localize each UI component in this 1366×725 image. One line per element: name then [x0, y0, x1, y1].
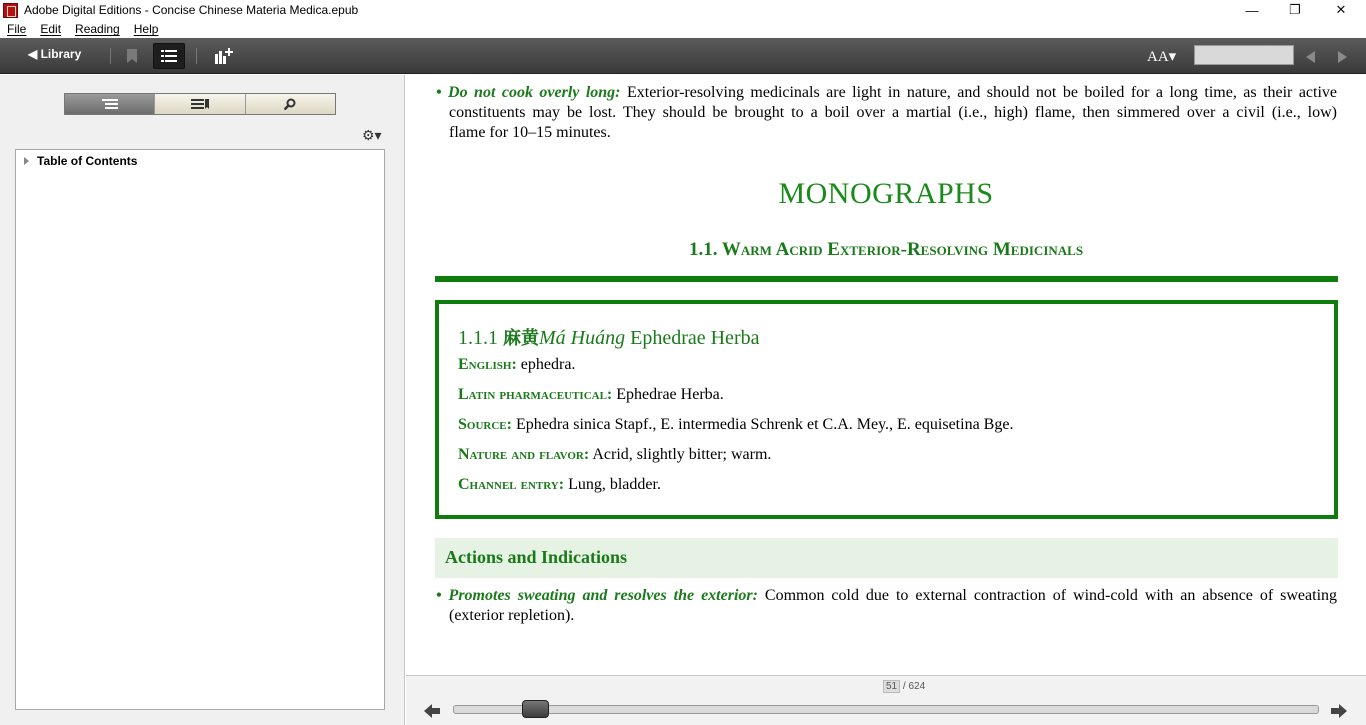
bullet-heading: • Promotes sweating and resolves the exterior: [436, 587, 758, 604]
adobe-digital-editions-icon [3, 3, 18, 18]
panel-view-switcher [64, 93, 336, 115]
total-pages: / 624 [902, 681, 926, 692]
actions-heading-band [435, 538, 1338, 578]
expand-arrow-icon[interactable] [24, 157, 29, 165]
field-value: Ephedra sinica Stapf., E. intermedia Schrenk et C.A. Mey., E. equisetina Bge. [515, 416, 1014, 433]
library-button[interactable]: ◀ Library [28, 47, 82, 61]
next-page-icon[interactable] [1331, 703, 1347, 719]
add-to-library-icon[interactable] [214, 46, 234, 66]
page-slider-thumb[interactable] [522, 700, 549, 718]
minimize-button[interactable]: — [1245, 2, 1259, 18]
toolbar-divider [110, 48, 111, 64]
intro-bullet [436, 83, 1337, 143]
toolbar [0, 38, 1366, 74]
search-tab[interactable] [246, 94, 335, 114]
field-channel-entry [458, 476, 661, 494]
page-slider-track[interactable] [453, 705, 1319, 714]
bookmark-icon[interactable] [122, 46, 142, 66]
bookmarks-tab[interactable] [155, 94, 245, 114]
font-size-button[interactable]: AA▾ [1147, 49, 1177, 65]
navigation-panel [0, 75, 405, 725]
field-value: Lung, bladder. [568, 476, 661, 493]
bullet-text: Common cold due to external contraction of wind-cold with an absence of sweating [764, 587, 1338, 604]
section-title: 1.1. Warm Acrid Exterior-Resolving Medicinals [688, 239, 1084, 260]
field-english [458, 356, 575, 374]
field-label: Nature and flavor: [458, 446, 590, 463]
field-value: Acrid, slightly bitter; warm. [592, 446, 772, 463]
toc-tab[interactable] [65, 94, 155, 114]
actions-heading: Actions and Indications [445, 547, 628, 567]
chapter-title: MONOGRAPHS [778, 177, 994, 210]
menu-help[interactable]: Help [133, 22, 159, 36]
title-bar [0, 0, 1366, 20]
bullet-text: constituents may be lost. They should be brought to a boil over a martial (i.e., high) flame, then simmered over a civil (i.e., low) [449, 104, 1337, 121]
bullet-text: Exterior-resolving medicinals are light in nature, and should not be boiled for a long time, as their active [626, 84, 1338, 101]
next-result-icon[interactable] [1338, 51, 1347, 63]
toc-view-icon[interactable] [153, 43, 185, 69]
herb-number: 1.1.1 [458, 327, 498, 349]
herb-title [458, 324, 759, 350]
herb-chinese-name: 麻黄 [503, 328, 539, 349]
previous-page-icon[interactable] [424, 703, 440, 719]
menu-reading[interactable]: Reading [75, 22, 120, 36]
window-title: Adobe Digital Editions - Concise Chinese Materia Medica.epub [24, 3, 359, 17]
field-label: English: [458, 356, 517, 373]
menu-edit[interactable]: Edit [40, 22, 62, 36]
bullet-heading: • Do not cook overly long: [436, 84, 621, 101]
previous-result-icon[interactable] [1306, 51, 1315, 63]
gear-icon[interactable]: ⚙▾ [362, 127, 382, 143]
field-latin-pharmaceutical [458, 386, 724, 404]
field-nature-flavor [458, 446, 771, 464]
herb-latin-name: Ephedrae Herba [630, 327, 760, 349]
monograph-box [435, 300, 1338, 519]
restore-button[interactable]: ❐ [1289, 2, 1301, 17]
field-label: Source: [458, 416, 512, 433]
page-indicator [883, 681, 925, 692]
menu-bar [0, 20, 1366, 38]
field-label: Channel entry: [458, 476, 565, 493]
search-input[interactable] [1194, 45, 1294, 65]
toolbar-divider [196, 48, 197, 64]
page-navigation-bar [406, 675, 1366, 725]
menu-file[interactable]: File [7, 22, 27, 36]
herb-pinyin: Má Huáng [539, 327, 626, 349]
field-label: Latin pharmaceutical: [458, 386, 613, 403]
current-page-field[interactable]: 51 [883, 680, 900, 693]
section-divider [435, 276, 1338, 282]
reading-pane [406, 75, 1366, 675]
field-source [458, 416, 1013, 434]
toc-tree [15, 149, 385, 710]
field-value: Ephedrae Herba. [616, 386, 724, 403]
toc-item-root[interactable] [24, 154, 137, 168]
field-value: ephedra. [520, 356, 576, 373]
close-button[interactable]: ✕ [1335, 2, 1347, 17]
action-bullet [436, 586, 1337, 626]
bullet-text: flame for 10–15 minutes. [449, 124, 611, 141]
bullet-text: (exterior repletion). [449, 607, 575, 624]
toc-item-label: Table of Contents [37, 154, 138, 168]
